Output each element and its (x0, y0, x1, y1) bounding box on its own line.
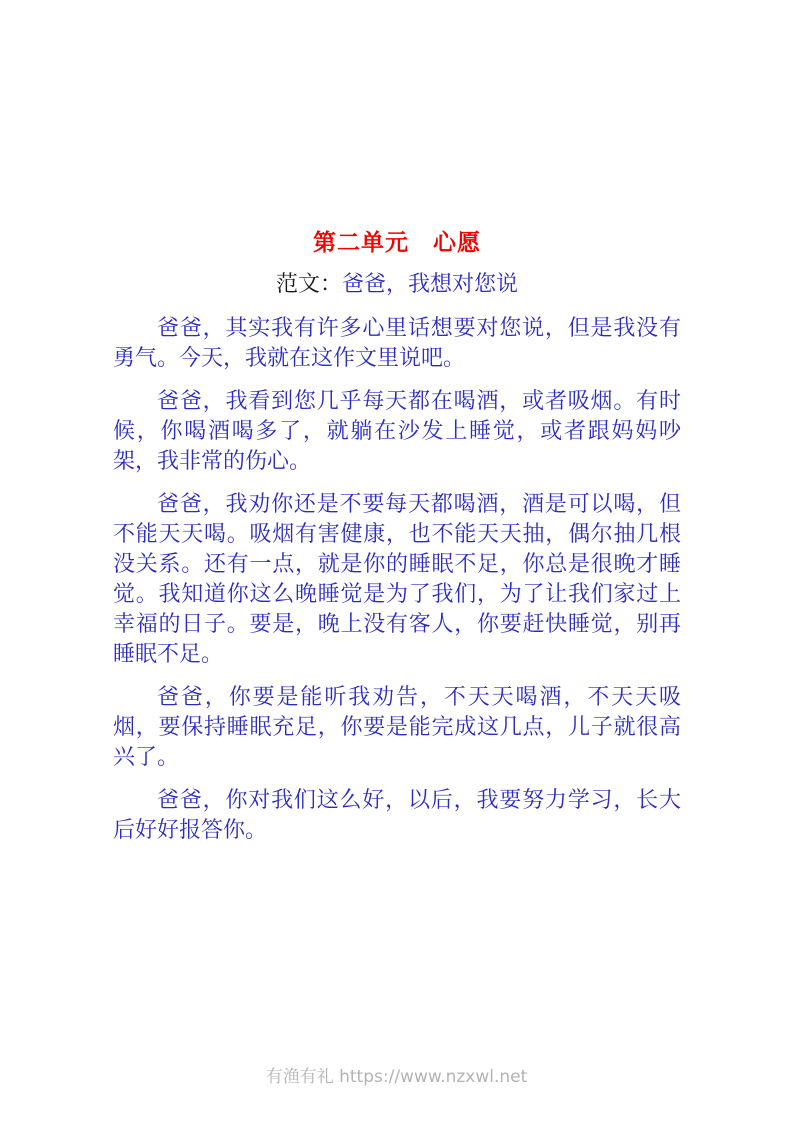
subtitle-label: 范文： (275, 272, 342, 297)
footer-site-name: 有渔有礼 (265, 1067, 334, 1087)
essay-subtitle (113, 270, 681, 300)
essay-paragraph-4: 爸爸，你要是能听我劝告，不天天喝酒，不天天吸烟，要保持睡眠充足，你要是能完成这几点，儿子就很高兴了。 (113, 685, 681, 770)
footer-url: https://www.nzxwl.net (339, 1067, 528, 1087)
unit-title: 第二单元 心愿 (313, 230, 481, 256)
essay-paragraph-5: 爸爸，你对我们这么好，以后，我要努力学习，长大后好好报答你。 (113, 788, 681, 843)
essay-paragraph-2: 爸爸，我看到您几乎每天都在喝酒，或者吸烟。有时候，你喝酒喝多了，就躺在沙发上睡觉，或者跟妈妈吵架，我非常的伤心。 (113, 389, 681, 474)
subtitle-text: 爸爸，我想对您说 (342, 272, 519, 297)
essay-body (113, 314, 681, 846)
document-content (113, 228, 681, 859)
essay-paragraph-3: 爸爸，我劝你还是不要每天都喝酒，酒是可以喝，但不能天天喝。吸烟有害健康，也不能天天抽，偶尔抽几根没关系。还有一点，就是你的睡眠不足，你总是很晚才睡觉。我知道你这么晚睡觉是为了我们，为了让我们家过上幸福的日子。要是，晚上没有客人，你要赶快睡觉，别再睡眠不足。 (113, 492, 681, 667)
footer-watermark (0, 1066, 793, 1088)
essay-paragraph-1: 爸爸，其实我有许多心里话想要对您说，但是我没有勇气。今天，我就在这作文里说吧。 (113, 316, 681, 371)
